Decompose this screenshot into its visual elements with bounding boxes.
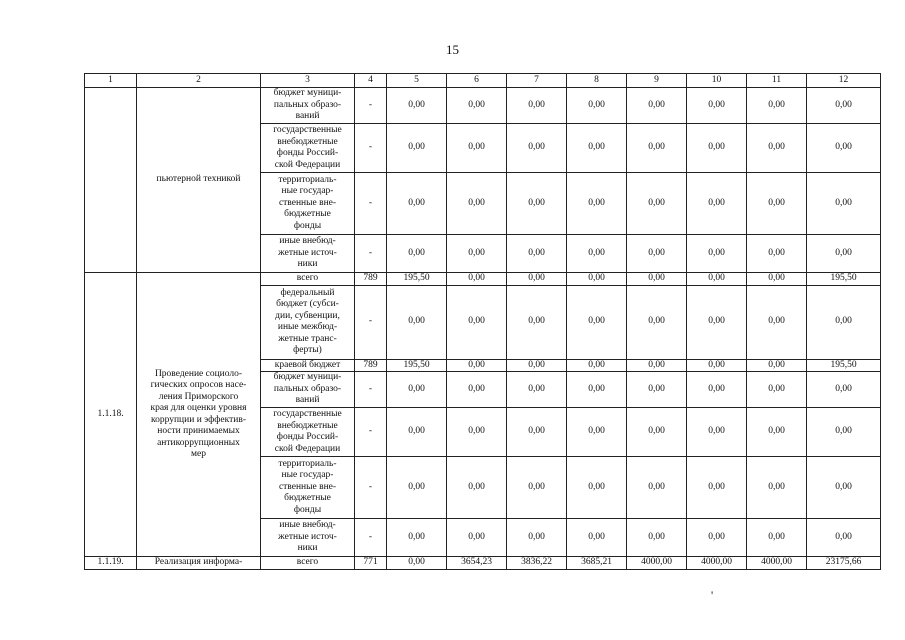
amount-cell: 0,00 (627, 519, 687, 557)
amount-cell: 0,00 (627, 372, 687, 408)
amount-cell: 0,00 (807, 372, 881, 408)
amount-cell: 3654,23 (447, 557, 507, 570)
amount-cell: 0,00 (387, 88, 447, 124)
column-header: 8 (567, 74, 627, 88)
amount-cell: 4000,00 (687, 557, 747, 570)
amount-cell: 0,00 (447, 457, 507, 519)
table-header (85, 74, 881, 88)
amount-cell: 0,00 (567, 408, 627, 457)
amount-cell: 0,00 (627, 235, 687, 273)
budget-code-cell: - (355, 519, 387, 557)
footer-mark: ' (711, 588, 714, 602)
amount-cell: 0,00 (687, 457, 747, 519)
amount-cell: 0,00 (387, 408, 447, 457)
amount-cell: 0,00 (687, 359, 747, 372)
amount-cell: 0,00 (687, 173, 747, 235)
amount-cell: 0,00 (507, 88, 567, 124)
amount-cell: 0,00 (567, 372, 627, 408)
budget-code-cell: 789 (355, 273, 387, 286)
amount-cell: 0,00 (507, 372, 567, 408)
amount-cell: 0,00 (387, 173, 447, 235)
item-number (85, 88, 137, 273)
amount-cell: 0,00 (447, 372, 507, 408)
amount-cell: 0,00 (627, 457, 687, 519)
item-title: пьютерной техникой (137, 88, 261, 273)
amount-cell: 0,00 (507, 285, 567, 359)
amount-cell: 0,00 (627, 124, 687, 173)
budget-code-cell: 771 (355, 557, 387, 570)
amount-cell: 0,00 (507, 519, 567, 557)
amount-cell: 0,00 (747, 285, 807, 359)
amount-cell: 0,00 (747, 88, 807, 124)
budget-code-cell: - (355, 173, 387, 235)
item-number: 1.1.19. (85, 557, 137, 570)
table-row (85, 88, 881, 124)
amount-cell: 0,00 (807, 235, 881, 273)
amount-cell: 0,00 (567, 359, 627, 372)
column-header: 7 (507, 74, 567, 88)
funding-source: федеральный бюджет (субси- дии, субвенции, иные межбюд- жетные транс- ферты) (261, 285, 355, 359)
funding-source: всего (261, 557, 355, 570)
amount-cell: 0,00 (567, 235, 627, 273)
budget-code-cell: - (355, 235, 387, 273)
budget-code-cell: - (355, 372, 387, 408)
amount-cell: 0,00 (807, 408, 881, 457)
amount-cell: 195,50 (387, 359, 447, 372)
funding-source: бюджет муници- пальных образо- ваний (261, 88, 355, 124)
amount-cell: 0,00 (747, 408, 807, 457)
amount-cell: 0,00 (387, 372, 447, 408)
amount-cell: 23175,66 (807, 557, 881, 570)
amount-cell: 0,00 (507, 359, 567, 372)
column-header: 5 (387, 74, 447, 88)
funding-source: всего (261, 273, 355, 286)
amount-cell: 0,00 (447, 285, 507, 359)
amount-cell: 4000,00 (627, 557, 687, 570)
amount-cell: 0,00 (807, 124, 881, 173)
budget-table (84, 73, 881, 570)
amount-cell: 0,00 (747, 457, 807, 519)
amount-cell: 0,00 (567, 285, 627, 359)
table-body (85, 88, 881, 570)
amount-cell: 0,00 (807, 173, 881, 235)
amount-cell: 0,00 (807, 285, 881, 359)
funding-source: государственные внебюджетные фонды Россий- ской Федерации (261, 124, 355, 173)
amount-cell: 0,00 (567, 173, 627, 235)
column-header: 4 (355, 74, 387, 88)
amount-cell: 0,00 (387, 235, 447, 273)
item-title: Реализация информа- (137, 557, 261, 570)
amount-cell: 0,00 (627, 285, 687, 359)
budget-code-cell: - (355, 408, 387, 457)
item-number: 1.1.18. (85, 273, 137, 557)
amount-cell: 0,00 (567, 457, 627, 519)
table-row (85, 273, 881, 286)
amount-cell: 0,00 (807, 519, 881, 557)
amount-cell: 0,00 (387, 457, 447, 519)
amount-cell: 0,00 (687, 408, 747, 457)
amount-cell: 0,00 (687, 273, 747, 286)
amount-cell: 0,00 (387, 285, 447, 359)
amount-cell: 0,00 (567, 124, 627, 173)
amount-cell: 195,50 (807, 359, 881, 372)
amount-cell: 3836,22 (507, 557, 567, 570)
funding-source: государственные внебюджетные фонды Россий- ской Федерации (261, 408, 355, 457)
column-header: 9 (627, 74, 687, 88)
funding-source: краевой бюджет (261, 359, 355, 372)
amount-cell: 0,00 (507, 235, 567, 273)
amount-cell: 0,00 (687, 235, 747, 273)
amount-cell: 0,00 (567, 519, 627, 557)
header-row (85, 74, 881, 88)
amount-cell: 195,50 (807, 273, 881, 286)
amount-cell: 0,00 (687, 124, 747, 173)
amount-cell: 4000,00 (747, 557, 807, 570)
budget-code-cell: - (355, 285, 387, 359)
amount-cell: 0,00 (747, 519, 807, 557)
budget-code-cell: 789 (355, 359, 387, 372)
amount-cell: 0,00 (567, 273, 627, 286)
amount-cell: 0,00 (447, 235, 507, 273)
amount-cell: 0,00 (387, 557, 447, 570)
amount-cell: 0,00 (807, 88, 881, 124)
amount-cell: 0,00 (687, 88, 747, 124)
amount-cell: 0,00 (687, 519, 747, 557)
amount-cell: 0,00 (447, 173, 507, 235)
amount-cell: 0,00 (507, 273, 567, 286)
amount-cell: 3685,21 (567, 557, 627, 570)
amount-cell: 0,00 (447, 359, 507, 372)
budget-code-cell: - (355, 88, 387, 124)
amount-cell: 0,00 (807, 457, 881, 519)
amount-cell: 0,00 (507, 408, 567, 457)
amount-cell: 0,00 (507, 457, 567, 519)
column-header: 3 (261, 74, 355, 88)
amount-cell: 0,00 (747, 124, 807, 173)
funding-source: территориаль- ные государ- ственные вне- бюджетные фонды (261, 173, 355, 235)
column-header: 6 (447, 74, 507, 88)
amount-cell: 0,00 (507, 173, 567, 235)
column-header: 2 (137, 74, 261, 88)
funding-source: иные внебюд- жетные источ- ники (261, 519, 355, 557)
column-header: 10 (687, 74, 747, 88)
amount-cell: 0,00 (747, 372, 807, 408)
table-row (85, 557, 881, 570)
budget-code-cell: - (355, 457, 387, 519)
column-header: 1 (85, 74, 137, 88)
amount-cell: 0,00 (507, 124, 567, 173)
amount-cell: 0,00 (627, 408, 687, 457)
amount-cell: 195,50 (387, 273, 447, 286)
amount-cell: 0,00 (447, 519, 507, 557)
amount-cell: 0,00 (747, 359, 807, 372)
page-number: 15 (446, 42, 459, 57)
amount-cell: 0,00 (627, 273, 687, 286)
amount-cell: 0,00 (627, 173, 687, 235)
amount-cell: 0,00 (627, 88, 687, 124)
amount-cell: 0,00 (447, 88, 507, 124)
amount-cell: 0,00 (387, 519, 447, 557)
column-header: 11 (747, 74, 807, 88)
amount-cell: 0,00 (687, 285, 747, 359)
budget-code-cell: - (355, 124, 387, 173)
amount-cell: 0,00 (747, 173, 807, 235)
amount-cell: 0,00 (627, 359, 687, 372)
funding-source: территориаль- ные государ- ственные вне- бюджетные фонды (261, 457, 355, 519)
amount-cell: 0,00 (447, 408, 507, 457)
item-title: Проведение социоло- гических опросов насе- ления Приморского края для оценки уровня коррупции и эффектив- ности принимаемых антикоррупционных мер (137, 273, 261, 557)
amount-cell: 0,00 (387, 124, 447, 173)
funding-source: бюджет муници- пальных образо- ваний (261, 372, 355, 408)
amount-cell: 0,00 (447, 273, 507, 286)
amount-cell: 0,00 (747, 273, 807, 286)
column-header: 12 (807, 74, 881, 88)
amount-cell: 0,00 (687, 372, 747, 408)
amount-cell: 0,00 (567, 88, 627, 124)
amount-cell: 0,00 (747, 235, 807, 273)
amount-cell: 0,00 (447, 124, 507, 173)
funding-source: иные внебюд- жетные источ- ники (261, 235, 355, 273)
